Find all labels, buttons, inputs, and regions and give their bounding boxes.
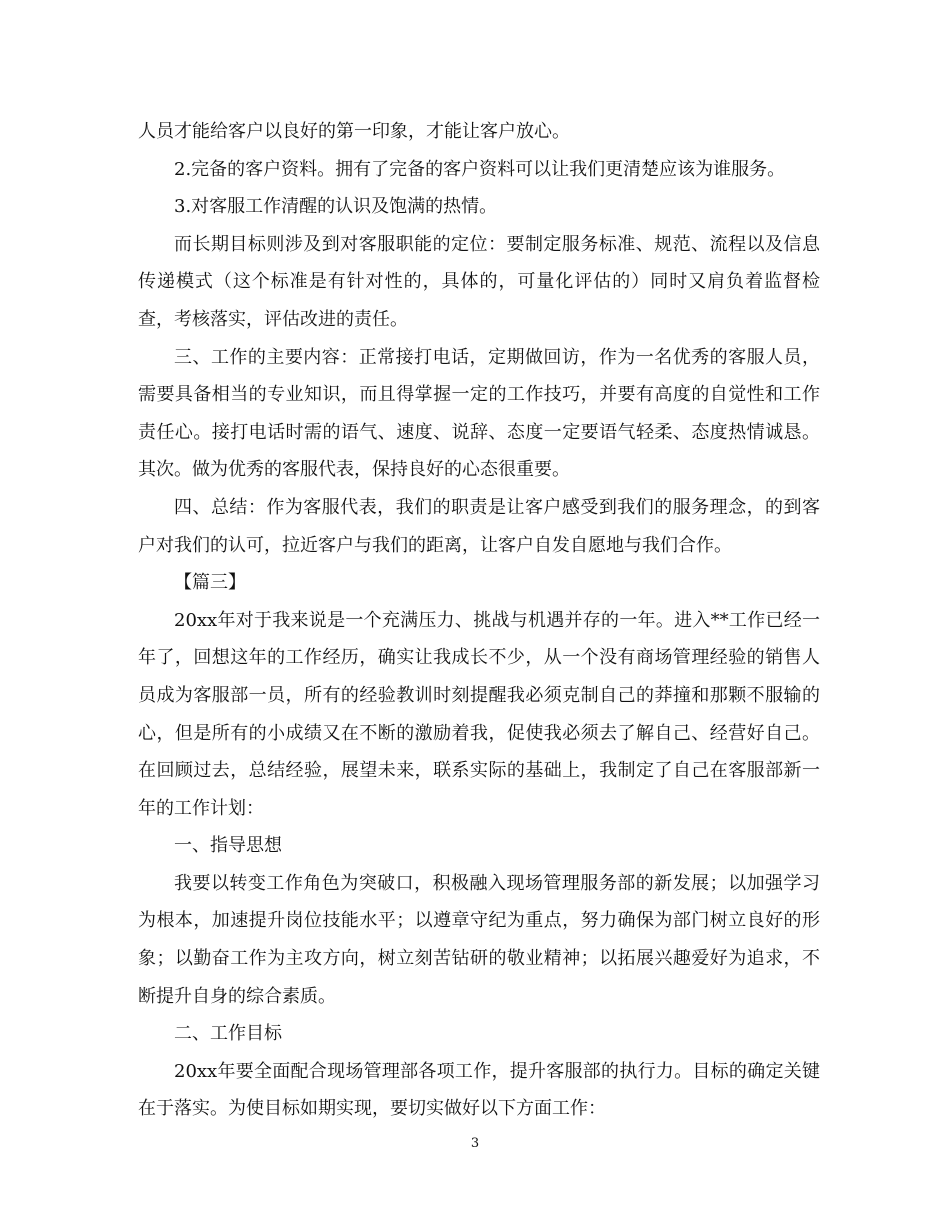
paragraph-continuation: 人员才能给客户以良好的第一印象，才能让客户放心。: [138, 121, 570, 142]
section-heading-guiding-thought: 一、指导思想: [174, 835, 282, 857]
paragraph-item-3: 3.对客服工作清醒的认识及饱满的热情。: [174, 196, 498, 218]
page-number: 3: [470, 1136, 480, 1151]
paragraph-summary: 四、总结：作为客服代表，我们的职责是让客户感受到我们的服务理念，的到客户对我们的认可，拉近客户与我们的距离，让客户自发自愿地与我们合作。: [138, 496, 820, 556]
paragraph-item-2: 2.完备的客户资料。拥有了完备的客户资料可以让我们更清楚应该为谁服务。: [174, 158, 786, 180]
paragraph-work-goal: 20xx年要全面配合现场管理部各项工作，提升客服部的执行力。目标的确定关键在于落实。为使目标如期实现，要切实做好以下方面工作：: [138, 1060, 820, 1120]
paragraph-guiding-thought: 我要以转变工作角色为突破口，积极融入现场管理服务部的新发展；以加强学习为根本，加速提升岗位技能水平；以遵章守纪为重点，努力确保为部门树立良好的形象；以勤奋工作为主攻方向，树立刻苦钻研的敬业精神；以拓展兴趣爱好为追求，不断提升自身的综合素质。: [138, 872, 820, 1007]
paragraph-year-review: 20xx年对于我来说是一个充满压力、挑战与机遇并存的一年。进入**工作已经一年了，回想这年的工作经历，确实让我成长不少，从一个没有商场管理经验的销售人员成为客服部一员，所有的经验教训时刻提醒我必须克制自己的莽撞和那颗不服输的心，但是所有的小成绩又在不断的激励着我，促使我必须去了解自己、经营好自己。在回顾过去，总结经验，展望未来，联系实际的基础上，我制定了自己在客服部新一年的工作计划：: [138, 609, 820, 819]
section-heading-part-three: 【篇三】: [174, 572, 246, 594]
paragraph-main-content: 三、工作的主要内容：正常接打电话，定期做回访，作为一名优秀的客服人员，需要具备相当的专业知识，而且得掌握一定的工作技巧，并要有高度的自觉性和工作责任心。接打电话时需的语气、速度、说辞、态度一定要语气轻柔、态度热情诚恳。其次。做为优秀的客服代表，保持良好的心态很重要。: [138, 346, 820, 481]
paragraph-long-term-goal: 而长期目标则涉及到对客服职能的定位：要制定服务标准、规范、流程以及信息传递模式（这个标准是有针对性的，具体的，可量化评估的）同时又肩负着监督检查，考核落实，评估改进的责任。: [138, 233, 820, 330]
section-heading-work-goal: 二、工作目标: [174, 1023, 282, 1045]
document-body: [138, 113, 820, 1128]
